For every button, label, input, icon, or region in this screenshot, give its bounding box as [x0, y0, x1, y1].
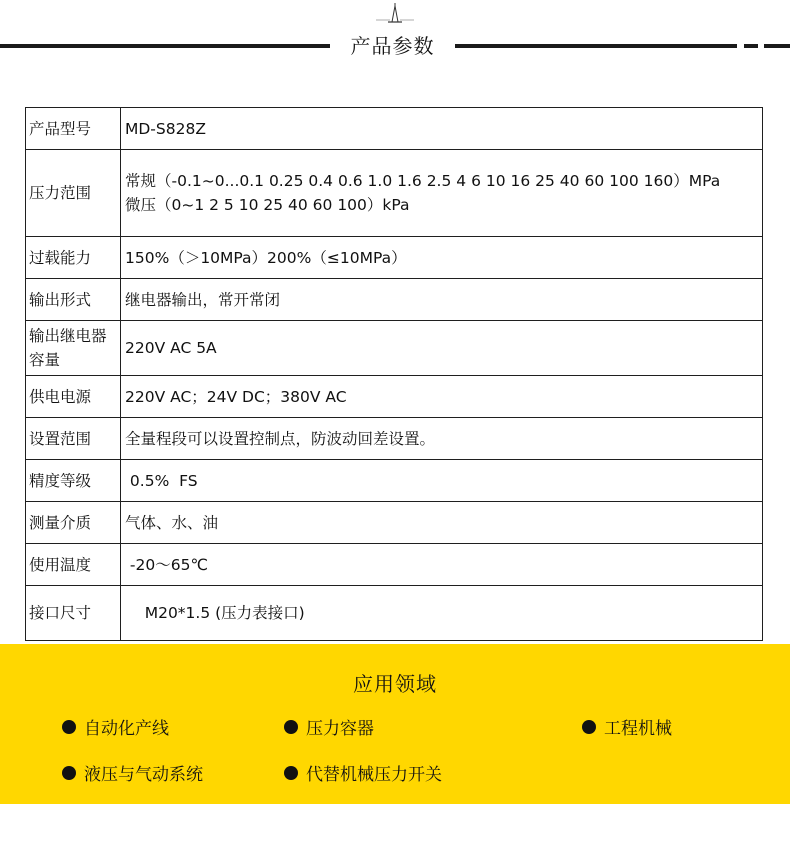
application-item: 压力容器	[284, 714, 374, 739]
header-dash	[764, 44, 790, 48]
row-value: -20～65℃	[121, 544, 763, 586]
row-label: 过载能力	[26, 237, 121, 279]
bullet-icon	[284, 766, 298, 780]
row-label: 测量介质	[26, 502, 121, 544]
applications-title: 应用领域	[353, 672, 437, 696]
header-dash	[744, 44, 758, 48]
header-rule-left	[0, 44, 330, 48]
row-label: 精度等级	[26, 460, 121, 502]
table-row	[26, 279, 763, 321]
page-title: 产品参数	[350, 34, 435, 58]
row-label: 产品型号	[26, 108, 121, 150]
application-item: 液压与气动系统	[62, 760, 203, 785]
application-item: 工程机械	[582, 714, 672, 739]
bullet-icon	[62, 766, 76, 780]
application-item: 代替机械压力开关	[284, 760, 442, 785]
row-label: 输出形式	[26, 279, 121, 321]
row-value: 常规（-0.1~0...0.1 0.25 0.4 0.6 1.0 1.6 2.5 4 6 10 16 25 40 60 100 160）MPa 微压（0~1 2 5 10 25 40 60 100）kPa	[121, 150, 763, 237]
application-item: 自动化产线	[62, 714, 169, 739]
table-row	[26, 418, 763, 460]
bullet-icon	[582, 720, 596, 734]
row-label: 使用温度	[26, 544, 121, 586]
row-label: 输出继电器容量	[26, 321, 121, 376]
table-row	[26, 502, 763, 544]
row-label: 设置范围	[26, 418, 121, 460]
row-value: 220V AC；24V DC；380V AC	[121, 376, 763, 418]
row-value: MD-S828Z	[121, 108, 763, 150]
row-label: 压力范围	[26, 150, 121, 237]
table-row	[26, 586, 763, 641]
row-value: 150%（＞10MPa）200%（≤10MPa）	[121, 237, 763, 279]
bullet-icon	[284, 720, 298, 734]
bullet-icon	[62, 720, 76, 734]
row-value: 0.5% FS	[121, 460, 763, 502]
section-header	[0, 0, 790, 70]
spec-table	[25, 107, 763, 641]
applications-band	[0, 644, 790, 804]
table-row	[26, 108, 763, 150]
row-value: 220V AC 5A	[121, 321, 763, 376]
row-label: 接口尺寸	[26, 586, 121, 641]
row-value: 气体、水、油	[121, 502, 763, 544]
table-row	[26, 376, 763, 418]
table-row	[26, 321, 763, 376]
row-label: 供电电源	[26, 376, 121, 418]
table-row	[26, 544, 763, 586]
tower-icon	[370, 2, 420, 26]
row-value: 继电器输出，常开常闭	[121, 279, 763, 321]
row-value: M20*1.5 (压力表接口)	[121, 586, 763, 641]
table-row	[26, 237, 763, 279]
header-rule-right	[455, 44, 737, 48]
table-row	[26, 460, 763, 502]
row-value: 全量程段可以设置控制点，防波动回差设置。	[121, 418, 763, 460]
table-row	[26, 150, 763, 237]
